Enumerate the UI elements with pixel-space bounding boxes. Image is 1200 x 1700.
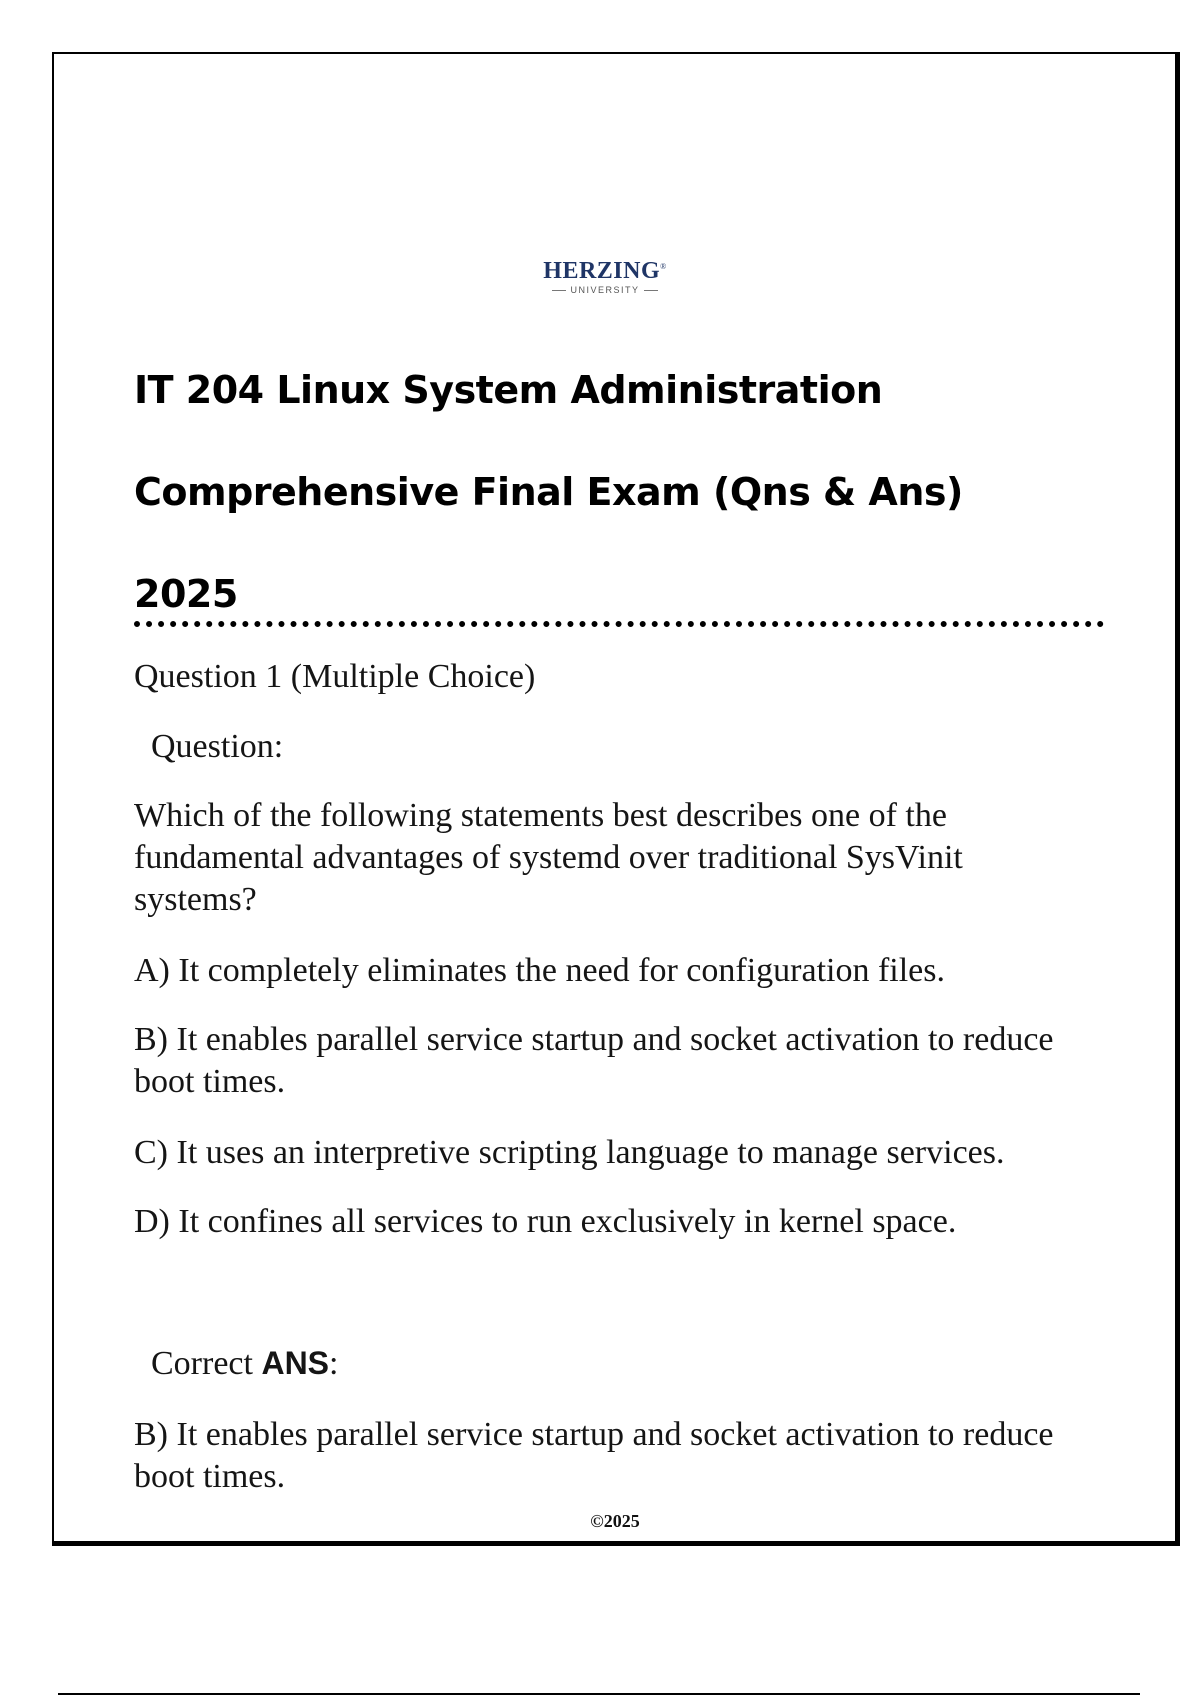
logo-rule-left — [552, 290, 566, 291]
option-b: B) It enables parallel service startup and socket activation to reduce boot times. — [134, 1021, 1054, 1100]
correct-answer-label — [151, 1342, 338, 1385]
logo-subtitle-row — [535, 285, 675, 295]
registered-mark: ® — [660, 262, 667, 271]
logo-subtitle: UNIVERSITY — [570, 285, 640, 295]
option-d: D) It confines all services to run exclusively in kernel space. — [134, 1203, 957, 1240]
option-a: A) It completely eliminates the need for configuration files. — [134, 952, 946, 989]
correct-answer-text: B) It enables parallel service startup and socket activation to reduce boot times. — [134, 1416, 1054, 1495]
bottom-rule — [58, 1693, 1140, 1695]
copyright-notice: ©2025 — [590, 1511, 640, 1531]
question-text: Which of the following statements best describes one of the fundamental advantages of systemd over traditional SysVinit systems? — [134, 797, 963, 918]
question-header: Question 1 (Multiple Choice) — [134, 658, 536, 695]
answer-label-suffix: : — [329, 1345, 339, 1382]
answer-label-strong: ANS — [261, 1345, 330, 1381]
document-title-line2: Comprehensive Final Exam (Qns & Ans) — [134, 470, 963, 514]
question-label: Question: — [151, 728, 284, 765]
document-title-line1: IT 204 Linux System Administration — [134, 368, 883, 412]
answer-label-prefix: Correct — [151, 1345, 262, 1382]
logo-rule-right — [644, 290, 658, 291]
option-c: C) It uses an interpretive scripting language to manage services. — [134, 1134, 1005, 1171]
logo-name: HERZING® — [543, 258, 667, 284]
herzing-university-logo — [535, 253, 675, 295]
dotted-divider — [134, 621, 1104, 627]
document-title-year: 2025 — [134, 572, 238, 616]
